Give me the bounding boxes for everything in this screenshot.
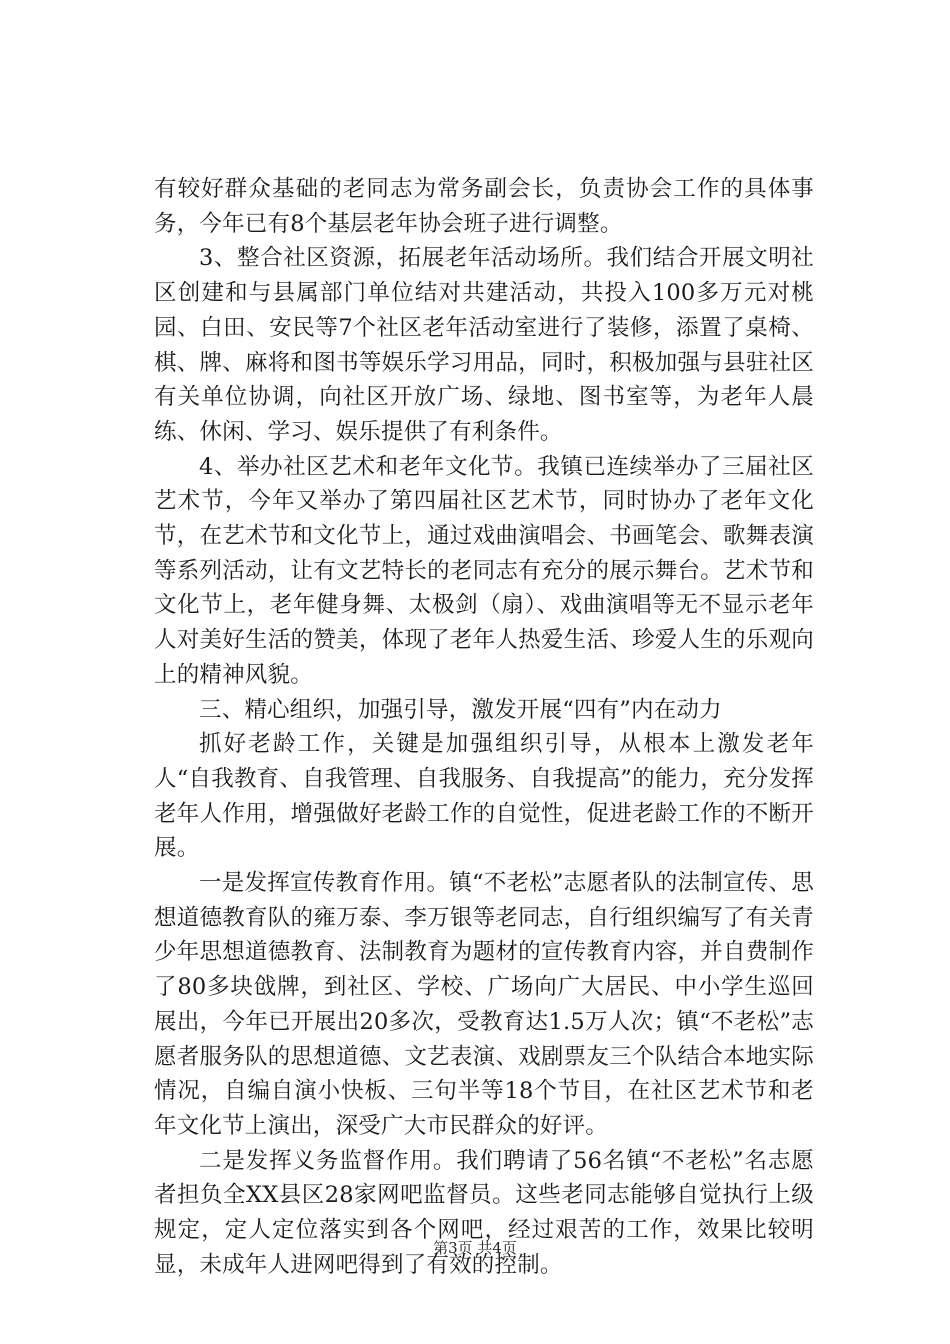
- document-body: [154, 172, 814, 1283]
- page-number-footer: 第3页 共4页: [433, 1239, 517, 1257]
- paragraph-point-1: 一是发挥宣传教育作用。镇“不老松”志愿者队的法制宣传、思想道德教育队的雍万泰、李万银等老同志，自行组织编写了有关青少年思想道德教育、法制教育为题材的宣传教育内容，并自费制作了80多块戗牌，到社区、学校、广场向广大居民、中小学生巡回展出，今年已开展出20多次，受教育达1.5万人次；镇“不老松”志愿者服务队的思想道德、文艺表演、戏剧票友三个队结合本地实际情况，自编自演小快板、三句半等18个节目，在社区艺术节和老年文化节上演出，深受广大市民群众的好评。: [154, 870, 814, 1139]
- paragraph-item-4: 4、举办社区艺术和老年文化节。我镇已连续举办了三届社区艺术节，今年又举办了第四届社区艺术节，同时协办了老年文化节，在艺术节和文化节上，通过戏曲演唱会、书画笔会、歌舞表演等系列活动，让有文艺特长的老同志有充分的展示舞台。艺术节和文化节上，老年健身舞、太极剑（扇）、戏曲演唱等无不显示老年人对美好生活的赞美，体现了老年人热爱生活、珍爱人生的乐观向上的精神风貌。: [154, 453, 814, 688]
- paragraph-section-intro: 抓好老龄工作，关键是加强组织引导，从根本上激发老年人“自我教育、自我管理、自我服务、自我提高”的能力，充分发挥老年人作用，增强做好老龄工作的自觉性，促进老龄工作的不断开展。: [154, 731, 814, 862]
- section-heading-3: 三、精心组织，加强引导，激发开展“四有”内在动力: [199, 696, 722, 723]
- paragraph-item-3: 3、整合社区资源，拓展老年活动场所。我们结合开展文明社区创建和与县属部门单位结对共建活动，共投入100多万元对桃园、白田、安民等7个社区老年活动室进行了装修，添置了桌椅、棋、牌、麻将和图书等娱乐学习用品，同时，积极加强与县驻社区有关单位协调，向社区开放广场、绿地、图书室等，为老年人晨练、休闲、学习、娱乐提供了有利条件。: [154, 245, 814, 445]
- paragraph-point-2: 二是发挥义务监督作用。我们聘请了56名镇“不老松”名志愿者担负全XX县区28家网吧监督员。这些老同志能够自觉执行上级规定，定人定位落实到各个网吧，经过艰苦的工作，效果比较明显，未成年人进网吧得到了有效的控制。: [154, 1147, 814, 1278]
- paragraph-continuation: 有较好群众基础的老同志为常务副会长，负责协会工作的具体事务，今年已有8个基层老年协会班子进行调整。: [154, 176, 814, 237]
